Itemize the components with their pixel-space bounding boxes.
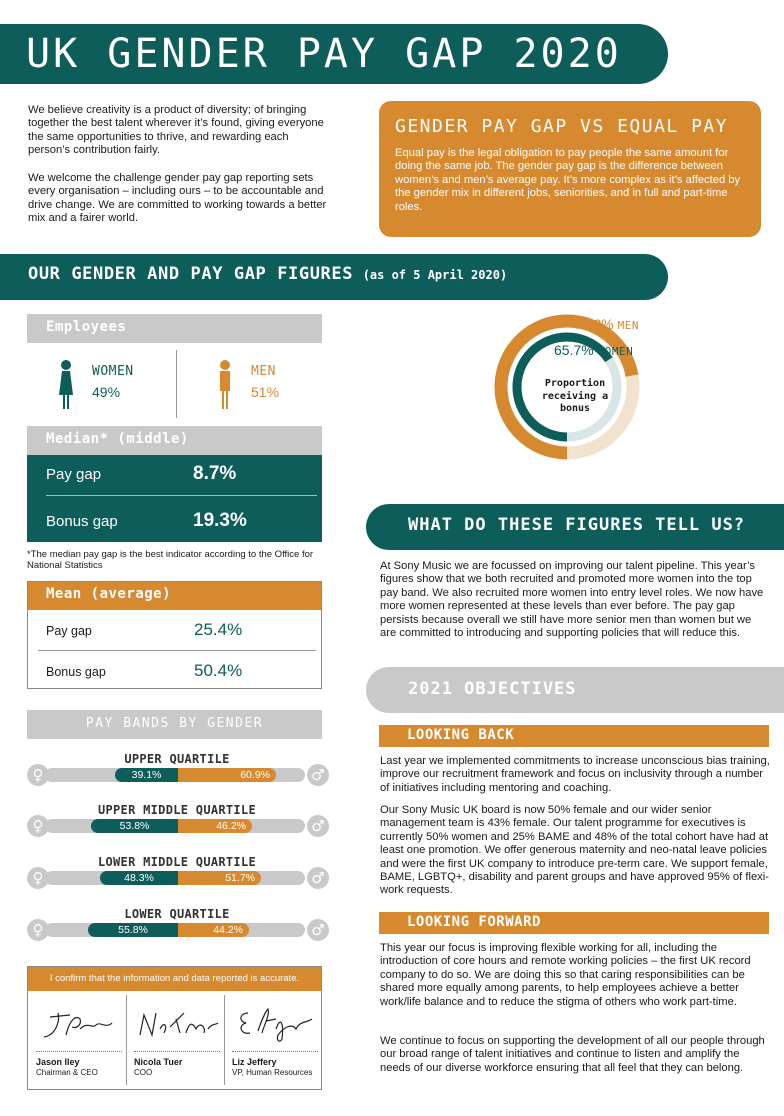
mean-bonus-gap-label: Bonus gap [46, 665, 106, 679]
signature-hr [232, 999, 322, 1047]
objectives-header: 2021 OBJECTIVES [366, 667, 784, 713]
mean-header: Mean (average) [28, 582, 321, 610]
donut-women-legend [554, 342, 633, 358]
employees-header: Employees [27, 314, 322, 343]
signatory-name: Nicola Tuer [134, 1057, 183, 1067]
what-figures-text: At Sony Music we are focussed on improving our talent pipeline. This year’s figures show that we both recruited and promoted more women into the top pay band. We also recruited more women into entry level roles. We now have more women represented at these levels than ever before. The pay gap persists because overall we still have more senior men than women but we are committed to introducing and supporting policies that will reduce this. [380, 560, 764, 640]
employees-divider [176, 350, 177, 418]
figures-subtitle: (as of 5 April 2020) [362, 268, 508, 282]
female-symbol-icon: ♀ [27, 919, 49, 941]
median-header: Median* (middle) [27, 426, 322, 455]
signatory-name: Liz Jeffery [232, 1057, 277, 1067]
median-bonus-gap-label: Bonus gap [46, 513, 118, 530]
signatory-coo [134, 995, 224, 1085]
signatory-hr [232, 995, 322, 1085]
looking-forward-header: LOOKING FORWARD [379, 912, 769, 934]
mean-bonus-gap-value: 50.4% [194, 661, 243, 680]
quartile-bar [45, 871, 305, 885]
what-figures-header: WHAT DO THESE FIGURES TELL US? [366, 504, 784, 550]
confirmation-box [27, 966, 322, 1090]
looking-forward-paragraph-1: This year our focus is improving flexible working for all, including the introduction of core hours and remote working policies – the first UK record company to do so. We are doing this so that caring responsibilities can be shared more equally among parents, to help employees achieve a better work/life balance and to reduce the stigma of others who work part-time. [380, 942, 751, 1008]
quartile-women-segment: 53.8% [91, 819, 178, 833]
looking-back-header: LOOKING BACK [379, 725, 769, 747]
quartile-label: UPPER QUARTILE [124, 752, 230, 766]
mean-box [27, 581, 322, 689]
female-symbol-icon: ♀ [27, 867, 49, 889]
man-icon [216, 360, 234, 409]
mean-pay-gap-label: Pay gap [46, 624, 92, 638]
donut-center-label: Proportion receiving a bonus [541, 378, 609, 414]
pay-bands-header: PAY BANDS BY GENDER [27, 710, 322, 739]
intro-paragraph-2: We welcome the challenge gender pay gap reporting sets every organisation – including ours – to be accountable and drive change. We are committed to working towards a better mix and a fairer world. [28, 172, 327, 225]
donut-men-legend [574, 316, 639, 332]
looking-back-paragraph-1: Last year we implemented commitments to increase unconscious bias training, improve our recruitment framework and focus on inclusivity through a number of initiatives including mentoring and coaching. [380, 755, 770, 794]
male-symbol-icon: ♂ [307, 815, 329, 837]
confirmation-text: I confirm that the information and data reported is accurate. [28, 967, 321, 991]
equal-pay-title: GENDER PAY GAP VS EQUAL PAY [395, 116, 729, 137]
equal-pay-text: Equal pay is the legal obligation to pay people the same amount for doing the same job. The gender pay gap is the difference between women’s and men’s average pay. It’s more complex as it’s affected by the gender mix in different jobs, seniorities, and in full and part-time roles. [395, 147, 741, 213]
quartile-label: LOWER QUARTILE [124, 907, 230, 921]
donut-men-value: 72.2% [574, 316, 614, 332]
quartile-women-segment: 55.8% [88, 923, 178, 937]
quartile-bar [45, 923, 305, 937]
signatory-role: Chairman & CEO [36, 1068, 98, 1077]
male-symbol-icon: ♂ [307, 764, 329, 786]
men-label: MEN [251, 364, 276, 379]
quartile-women-segment: 39.1% [115, 768, 178, 782]
signatory-role: COO [134, 1068, 153, 1077]
signature-coo [134, 999, 224, 1047]
signatory-role: VP, Human Resources [232, 1068, 313, 1077]
median-pay-gap-value: 8.7% [193, 463, 237, 484]
men-percentage: 51% [251, 384, 280, 400]
female-symbol-icon: ♀ [27, 764, 49, 786]
mean-pay-gap-value: 25.4% [194, 620, 243, 639]
signatory-name: Jason Iley [36, 1057, 80, 1067]
quartile-women-segment: 48.3% [100, 871, 178, 885]
page-title: UK GENDER PAY GAP 2020 [26, 31, 622, 77]
quartile-men-segment: 51.7% [178, 871, 261, 885]
male-symbol-icon: ♂ [307, 867, 329, 889]
quartile-men-segment: 60.9% [178, 768, 276, 782]
quartile-bar [45, 819, 305, 833]
median-divider [46, 495, 317, 496]
quartile-men-segment: 44.2% [178, 923, 249, 937]
women-label: WOMEN [92, 364, 134, 379]
looking-back-paragraph-2: Our Sony Music UK board is now 50% female and our wider senior management team is 43% female. Our talent programme for executives is currently 50% women and 25% BAME and 48% of the total cohort have had at least one promotion. We offer generous maternity and neo-natal leave policies and were the first UK company to introduce pre-term care. We support female, BAME, LGBTQ+, disability and parent groups and have approved 95% of flexi-work requests. [380, 804, 769, 897]
median-bonus-gap-value: 19.3% [193, 510, 247, 531]
figures-title: OUR GENDER AND PAY GAP FIGURES [28, 264, 354, 284]
intro-paragraph-1: We believe creativity is a product of diversity; of bringing together the best talent wherever it’s found, giving everyone the same opportunities to thrive, and rewarding each person’s contribution fairly. [28, 104, 324, 157]
median-box [27, 455, 322, 542]
median-footnote: *The median pay gap is the best indicator according to the Office for National Statistics [27, 549, 314, 571]
quartile-label: LOWER MIDDLE QUARTILE [97, 855, 257, 869]
quartile-label: UPPER MIDDLE QUARTILE [97, 803, 257, 817]
median-pay-gap-label: Pay gap [46, 466, 102, 483]
quartile-bar [45, 768, 305, 782]
woman-icon [57, 360, 75, 409]
women-percentage: 49% [92, 384, 121, 400]
signature-ceo [36, 999, 126, 1047]
mean-divider [38, 650, 316, 651]
donut-women-value: 65.7% [554, 342, 594, 358]
figures-section-header [0, 254, 668, 300]
looking-forward-paragraph-2: We continue to focus on supporting the development of all our people through our broad range of talent initiatives and continue to listen and amplify the needs of our diverse workforce ensuring that all feel that they can belong. [380, 1035, 765, 1074]
male-symbol-icon: ♂ [307, 919, 329, 941]
signatory-ceo [36, 995, 126, 1085]
female-symbol-icon: ♀ [27, 815, 49, 837]
donut-men-label: MEN [617, 319, 639, 332]
quartile-men-segment: 46.2% [178, 819, 252, 833]
equal-pay-box [379, 101, 761, 237]
donut-women-label: WOMEN [597, 345, 634, 358]
